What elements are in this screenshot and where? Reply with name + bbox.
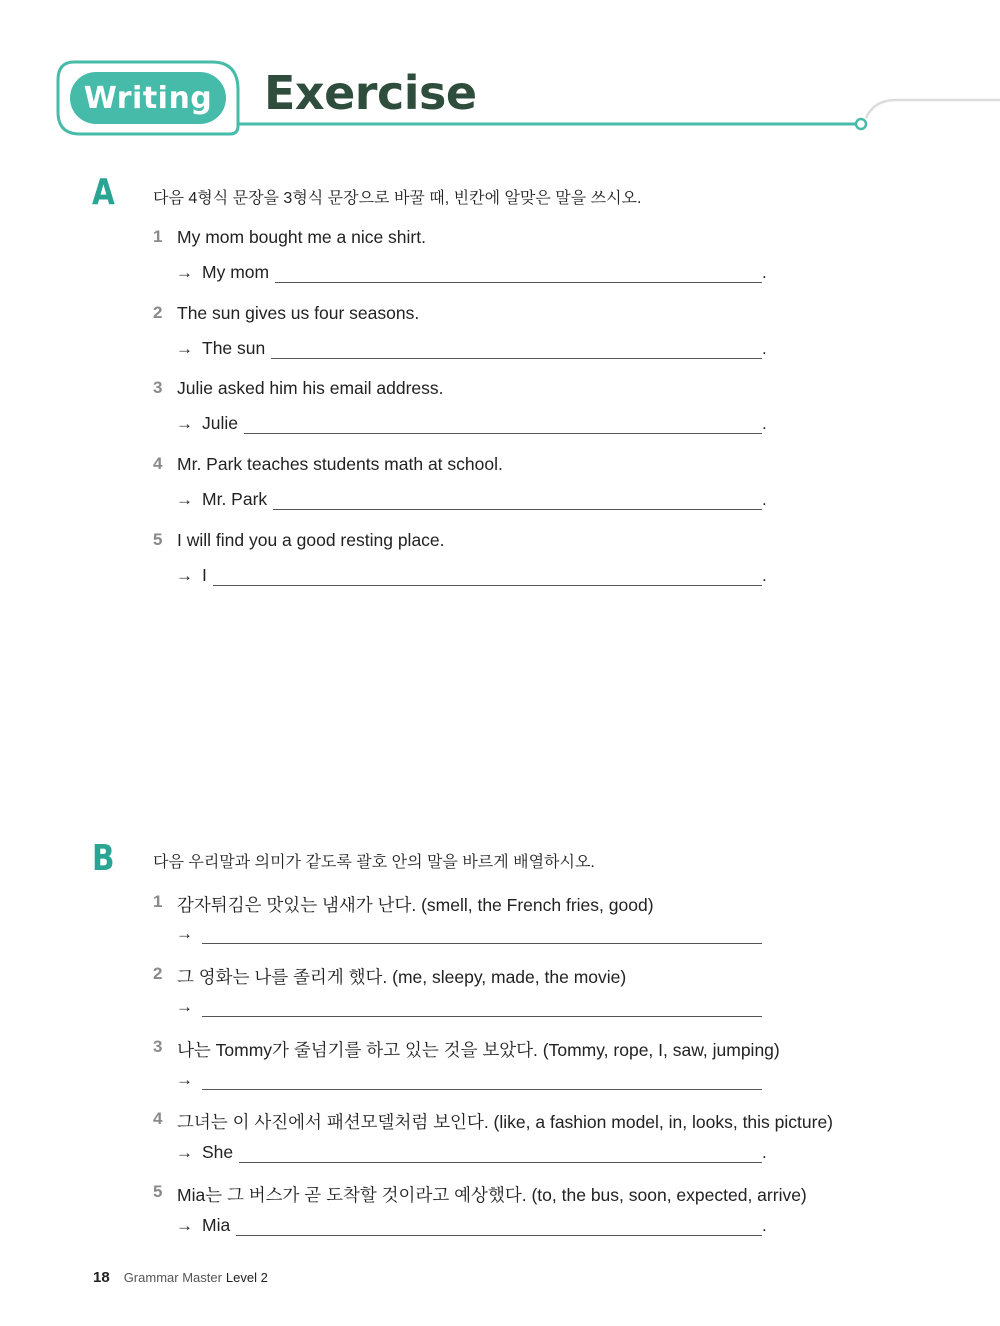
answer-blank[interactable]	[244, 415, 762, 434]
answer-start: My mom	[202, 262, 270, 282]
answer-row	[176, 565, 768, 586]
arrow-icon: →	[176, 1070, 193, 1089]
answer-start: Julie	[202, 413, 238, 433]
question-number: 1	[153, 892, 163, 911]
question-text: 그 영화는 나를 졸리게 했다. (me, sleepy, made, the movie)	[177, 967, 627, 987]
answer-row	[176, 1070, 768, 1090]
question-number: 3	[153, 378, 163, 397]
answer-row	[176, 489, 768, 510]
answer-blank[interactable]	[239, 1144, 762, 1163]
answer-start: Mia	[202, 1215, 231, 1235]
question-item	[153, 303, 419, 324]
page-number: 18	[93, 1269, 110, 1286]
writing-badge: Writing	[70, 72, 226, 124]
question-text: The sun gives us four seasons.	[177, 303, 420, 323]
question-number: 2	[153, 303, 163, 322]
answer-row	[176, 1142, 768, 1163]
book-level: Level 2	[225, 1270, 268, 1285]
answer-start: Mr. Park	[202, 489, 268, 509]
answer-blank[interactable]	[213, 567, 762, 586]
question-number: 5	[153, 530, 163, 549]
page-title: Exercise	[264, 66, 477, 120]
answer-blank[interactable]	[202, 998, 762, 1017]
answer-end: .	[762, 1216, 767, 1235]
arrow-icon: →	[176, 1143, 193, 1162]
question-item	[153, 1109, 833, 1134]
question-item	[153, 227, 426, 248]
arrow-icon: →	[176, 263, 193, 282]
question-item	[153, 1037, 780, 1062]
question-item	[153, 454, 503, 475]
question-text: Julie asked him his email address.	[177, 378, 444, 398]
book-title: Grammar Master	[123, 1270, 222, 1285]
question-text: 그녀는 이 사진에서 패션모델처럼 보인다. (like, a fashion model, in, looks, this picture)	[177, 1112, 834, 1132]
page-footer	[93, 1269, 268, 1286]
answer-end: .	[762, 339, 767, 358]
answer-start: I	[202, 565, 207, 585]
question-text: 감자튀김은 맛있는 냄새가 난다. (smell, the French fries, good)	[177, 895, 654, 915]
answer-row	[176, 997, 768, 1017]
section-a-instruction: 다음 4형식 문장을 3형식 문장으로 바꿀 때, 빈칸에 알맞은 말을 쓰시오.	[153, 190, 642, 207]
question-item	[153, 530, 445, 551]
answer-end: .	[762, 566, 767, 585]
answer-row	[176, 262, 768, 283]
question-number: 4	[153, 1109, 163, 1128]
answer-row	[176, 924, 768, 944]
arrow-icon: →	[176, 490, 193, 509]
answer-end: .	[762, 490, 767, 509]
answer-end: .	[762, 1143, 767, 1162]
question-number: 4	[153, 454, 163, 473]
answer-blank[interactable]	[275, 264, 762, 283]
question-number: 2	[153, 964, 163, 983]
question-text: 나는 Tommy가 줄넘기를 하고 있는 것을 보았다. (Tommy, rope, I, saw, jumping)	[177, 1040, 780, 1060]
answer-end: .	[762, 263, 767, 282]
question-item	[153, 1182, 807, 1207]
answer-row	[176, 1215, 768, 1236]
question-number: 5	[153, 1182, 163, 1201]
answer-blank[interactable]	[202, 925, 762, 944]
question-item	[153, 892, 654, 917]
arrow-icon: →	[176, 414, 193, 433]
answer-start: She	[202, 1142, 234, 1162]
arrow-icon: →	[176, 339, 193, 358]
arrow-icon: →	[176, 924, 193, 943]
section-b-letter: B	[92, 838, 115, 879]
section-a-letter: A	[92, 172, 115, 213]
answer-start: The sun	[202, 338, 266, 358]
answer-row	[176, 338, 768, 359]
arrow-icon: →	[176, 1216, 193, 1235]
answer-blank[interactable]	[271, 340, 762, 359]
question-text: Mia는 그 버스가 곧 도착할 것이라고 예상했다. (to, the bus, soon, expected, arrive)	[177, 1185, 807, 1205]
question-text: My mom bought me a nice shirt.	[177, 227, 426, 247]
answer-blank[interactable]	[236, 1217, 762, 1236]
question-number: 3	[153, 1037, 163, 1056]
section-b-instruction: 다음 우리말과 의미가 같도록 괄호 안의 말을 바르게 배열하시오.	[153, 854, 595, 871]
question-item	[153, 378, 444, 399]
question-number: 1	[153, 227, 163, 246]
answer-blank[interactable]	[202, 1071, 762, 1090]
answer-end: .	[762, 414, 767, 433]
answer-row	[176, 413, 768, 434]
question-text: I will find you a good resting place.	[177, 530, 445, 550]
answer-blank[interactable]	[273, 491, 762, 510]
question-item	[153, 964, 626, 989]
question-text: Mr. Park teaches students math at school.	[177, 454, 503, 474]
arrow-icon: →	[176, 566, 193, 585]
arrow-icon: →	[176, 997, 193, 1016]
